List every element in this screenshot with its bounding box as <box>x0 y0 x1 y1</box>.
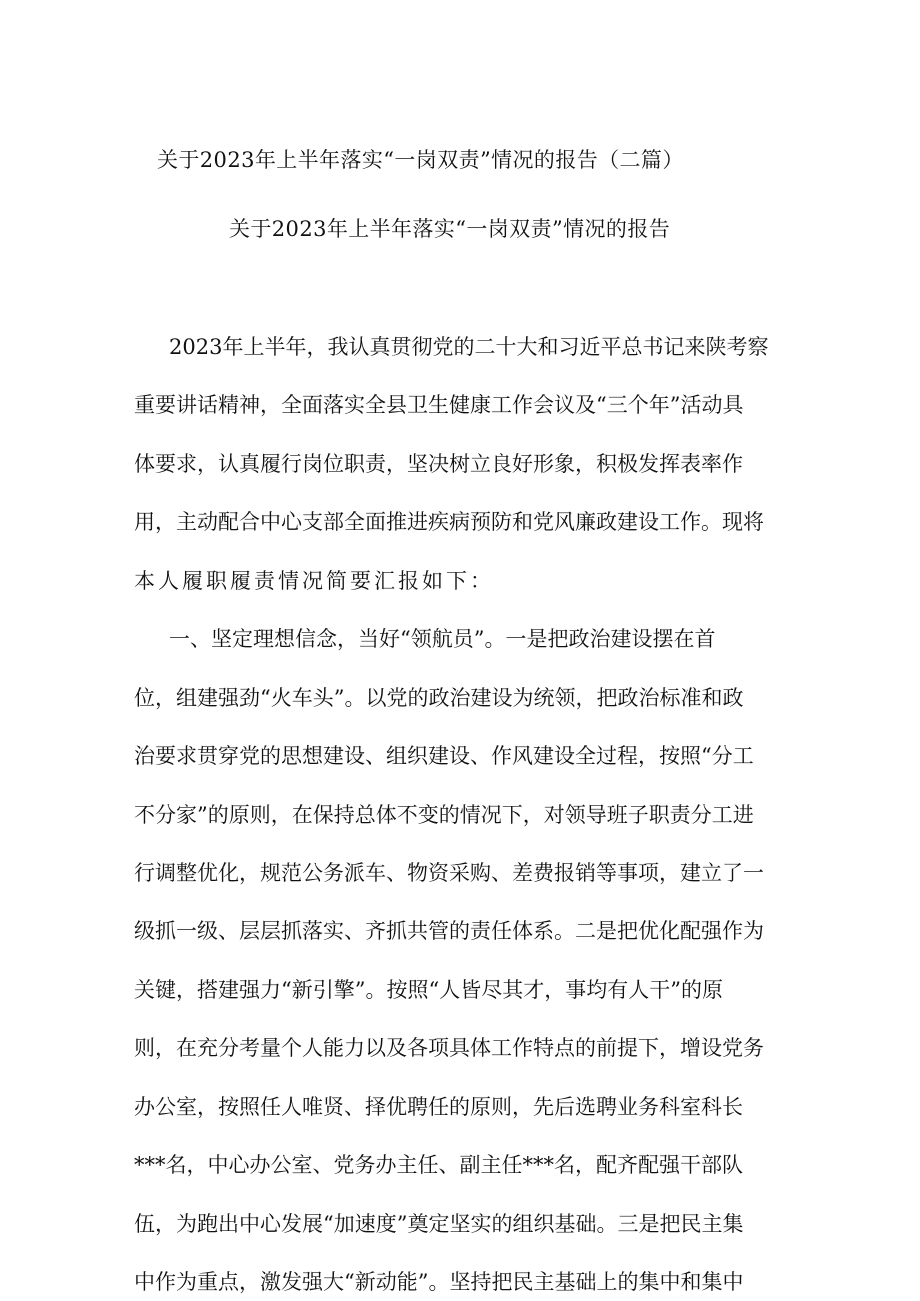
paragraph-2-line-4: 不分家”的原则，在保持总体不变的情况下，对领导班子职责分工进 <box>134 803 754 827</box>
paragraph-2-line-12: 中作为重点，激发强大“新动能”。坚持把民主基础上的集中和集中 <box>134 1270 744 1294</box>
paragraph-1-line-1: 2023年上半年，我认真贯彻党的二十大和习近平总书记来陕考察 <box>169 335 769 359</box>
paragraph-2-line-8: 则，在充分考量个人能力以及各项具体工作特点的前提下，增设党务 <box>134 1036 764 1060</box>
paragraph-1-line-2: 重要讲话精神，全面落实全县卫生健康工作会议及“三个年”活动具 <box>134 393 744 417</box>
document-title: 关于2023年上半年落实“一岗双责”情况的报告（二篇） <box>157 148 684 172</box>
paragraph-2-line-1: 一、坚定理想信念，当好“领航员”。一是把政治建设摆在首 <box>169 627 716 651</box>
paragraph-2-line-5: 行调整优化，规范公务派车、物资采购、差费报销等事项，建立了一 <box>134 861 764 885</box>
document-subtitle: 关于2023年上半年落实“一岗双责”情况的报告 <box>229 217 671 241</box>
paragraph-1-line-3: 体要求，认真履行岗位职责，坚决树立良好形象，积极发挥表率作 <box>134 452 743 476</box>
paragraph-2-line-10: ***名，中心办公室、党务办主任、副主任***名，配齐配强干部队 <box>134 1153 743 1177</box>
paragraph-2-line-6: 级抓一级、层层抓落实、齐抓共管的责任体系。二是把优化配强作为 <box>134 919 764 943</box>
paragraph-1-line-5: 本人履职履责情况简要汇报如下： <box>134 569 494 593</box>
paragraph-2-line-3: 治要求贯穿党的思想建设、组织建设、作风建设全过程，按照“分工 <box>134 744 754 768</box>
paragraph-2-line-9: 办公室，按照任人唯贤、择优聘任的原则，先后选聘业务科室科长 <box>134 1095 743 1119</box>
paragraph-2-line-11: 伍，为跑出中心发展“加速度”奠定坚实的组织基础。三是把民主集 <box>134 1212 744 1236</box>
paragraph-2-line-7: 关键，搭建强力“新引擎”。按照“人皆尽其才，事均有人干”的原 <box>134 978 723 1002</box>
paragraph-2-line-2: 位，组建强劲“火车头”。以党的政治建设为统领，把政治标准和政 <box>134 686 744 710</box>
paragraph-1-line-4: 用，主动配合中心支部全面推进疾病预防和党风廉政建设工作。现将 <box>134 510 764 534</box>
